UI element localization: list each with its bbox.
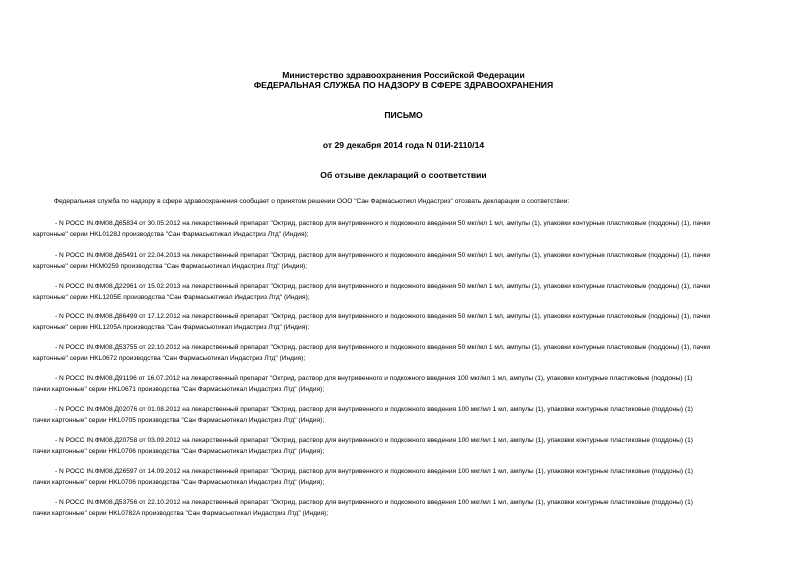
declaration-line-2: картонные" серии HKM0259 производства "Сан Фармасьютикал Индастриз Лтд" (Индия); bbox=[33, 263, 308, 270]
declaration-item bbox=[33, 342, 771, 364]
declaration-line-1: - N РОСС IN.ФМ08.Д26597 от 14.09.2012 на лекарственный препарат "Октрид, раствор для внутривенного и подкожного введения 100 мкг/мл 1 мл, ампулы (1), упаковки контурные пластиковые (поддоны) (1) bbox=[55, 468, 693, 475]
declaration-line-1: - N РОСС IN.ФМ08.Д91196 от 16.07.2012 на лекарственный препарат "Октрид, раствор для внутривенного и подкожного введения 100 мкг/мл 1 мл, ампулы (1), упаковки контурные пластиковые (поддоны) (1) bbox=[55, 375, 693, 382]
intro-paragraph: Федеральная служба по надзору в сфере здравоохранения сообщает о принятом решении ООО "Сан Фармасьютикл Индастриз" отозвать декларации о соответствии: bbox=[54, 198, 570, 205]
declaration-line-2: картонные" серии HKL0672 производства "Сан Фармасьютикал Индастриз Лтд" (Индия); bbox=[33, 355, 306, 362]
declaration-line-1: - N РОСС IN.ФМ08.Д65491 от 22.04.2013 на лекарственный препарат "Октрид, раствор для внутривенного и подкожного введения 50 мкг/мл 1 мл, ампулы (1), упаковки контурные пластиковые (поддоны) (1), пачки bbox=[55, 252, 711, 259]
declaration-line-2: пачки картонные" серии HKL0671 производства "Сан Фармасьютикал Индастриз Лтд" (Индия); bbox=[33, 386, 325, 393]
declaration-line-2: пачки картонные" серии HKL0706 производства "Сан Фармасьютикал Индастриз Лтд" (Индия); bbox=[33, 479, 325, 486]
declaration-line-2: пачки картонные" серии HKL0705 производства "Сан Фармасьютикал Индастриз Лтд" (Индия); bbox=[33, 417, 325, 424]
declaration-item bbox=[33, 311, 771, 333]
ministry-heading: Министерство здравоохранения Российской Федерации bbox=[282, 70, 525, 80]
declaration-item bbox=[33, 435, 771, 457]
declaration-line-1: - N РОСС IN.ФМ08.Д65834 от 30.05.2012 на лекарственный препарат "Октрид, раствор для внутривенного и подкожного введения 50 мкг/мл 1 мл, ампулы (1), упаковки контурные пластиковые (поддоны) (1), пачки bbox=[55, 220, 711, 227]
declaration-line-1: - N РОСС IN.ФМ08.Д53756 от 22.10.2012 на лекарственный препарат "Октрид, раствор для внутривенного и подкожного введения 100 мкг/мл 1 мл, ампулы (1), упаковки контурные пластиковые (поддоны) (1) bbox=[55, 499, 693, 506]
declaration-line-2: картонные" серии HKL1205E производства "Сан Фармасьютикал Индастриз Лтд" (Индия); bbox=[33, 294, 310, 301]
declaration-item bbox=[33, 281, 771, 303]
service-heading: ФЕДЕРАЛЬНАЯ СЛУЖБА ПО НАДЗОРУ В СФЕРЕ ЗДРАВООХРАНЕНИЯ bbox=[253, 80, 554, 90]
declaration-item bbox=[33, 250, 771, 272]
declaration-item bbox=[33, 404, 771, 426]
declaration-line-1: - N РОСС IN.ФМ08.Д53755 от 22.10.2012 на лекарственный препарат "Октрид, раствор для внутривенного и подкожного введения 50 мкг/мл 1 мл, ампулы (1), упаковки контурные пластиковые (поддоны) (1), пачки bbox=[55, 344, 711, 351]
document-date-number: от 29 декабря 2014 года N 01И-2110/14 bbox=[322, 140, 485, 150]
declaration-line-1: - N РОСС IN.ФМ08.Д20758 от 03.09.2012 на лекарственный препарат "Октрид, раствор для внутривенного и подкожного введения 100 мкг/мл 1 мл, ампулы (1), упаковки контурные пластиковые (поддоны) (1) bbox=[55, 437, 693, 444]
declaration-item bbox=[33, 218, 771, 240]
declaration-line-1: - N РОСС IN.ФМ08.Д02076 от 01.08.2012 на лекарственный препарат "Октрид, раствор для внутривенного и подкожного введения 100 мкг/мл 1 мл, ампулы (1), упаковки контурные пластиковые (поддоны) (1) bbox=[55, 406, 693, 413]
declaration-line-2: пачки картонные" серии HKL0782A производства "Сан Фармасьютикал Индастриз Лтд" (Индия); bbox=[33, 510, 329, 517]
declaration-line-1: - N РОСС IN.ФМ08.Д22961 от 15.02.2013 на лекарственный препарат "Октрид, раствор для внутривенного и подкожного введения 50 мкг/мл 1 мл, ампулы (1), упаковки контурные пластиковые (поддоны) (1), пачки bbox=[55, 283, 711, 290]
declaration-line-2: пачки картонные" серии HKL0706 производства "Сан Фармасьютикал Индастриз Лтд" (Индия); bbox=[33, 448, 325, 455]
document-subject: Об отзыве деклараций о соответствии bbox=[320, 170, 487, 180]
declaration-item bbox=[33, 497, 771, 519]
declaration-line-2: картонные" серии HKL0128J производства "Сан Фармасьютикал Индастриз Лтд" (Индия); bbox=[33, 231, 309, 238]
declaration-item bbox=[33, 373, 771, 395]
declaration-line-1: - N РОСС IN.ФМ08.Д86499 от 17.12.2012 на лекарственный препарат "Октрид, раствор для внутривенного и подкожного введения 50 мкг/мл 1 мл, ампулы (1), упаковки контурные пластиковые (поддоны) (1), пачки bbox=[55, 313, 711, 320]
declaration-line-2: картонные" серии HKL1205A производства "Сан Фармасьютикал Индастриз Лтд" (Индия); bbox=[33, 324, 310, 331]
declaration-item bbox=[33, 466, 771, 488]
document-type: ПИСЬМО bbox=[384, 110, 423, 120]
